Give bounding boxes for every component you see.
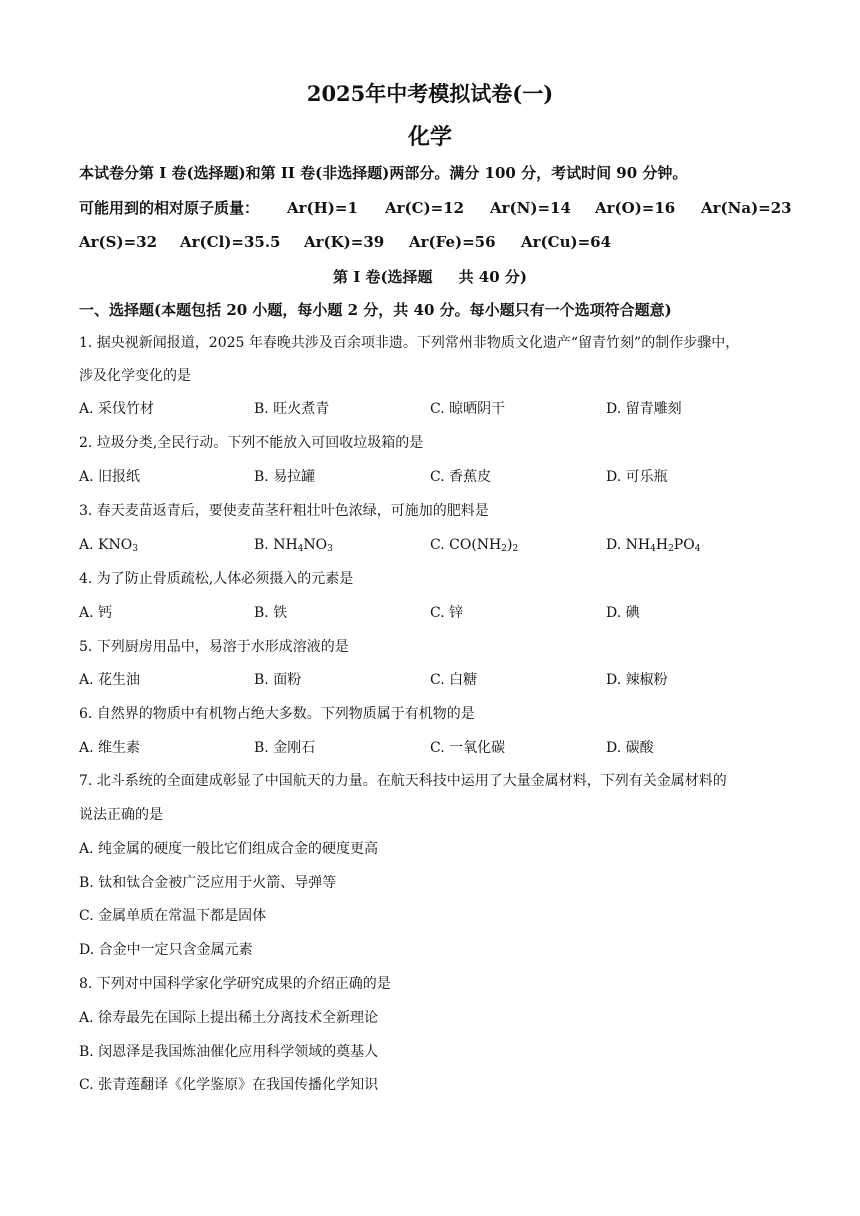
q7-option-c: C. 金属单质在常温下都是固体 (79, 908, 267, 924)
question-6-stem: 6. 自然界的物质中有机物占绝大多数。下列物质属于有机物的是 (79, 706, 475, 722)
subject-title: 化学 (407, 124, 452, 150)
q7-option-a: A. 纯金属的硬度一般比它们组成合金的硬度更高 (79, 841, 379, 857)
question-7-stem: 7. 北斗系统的全面建成彰显了中国航天的力量。在航天科技中运用了大量金属材料，下列有关金属材料的 (79, 773, 727, 789)
q1-option-a: A. 采伐竹材 (79, 401, 155, 417)
q4-option-d: D. 碘 (606, 605, 640, 621)
q2-option-a: A. 旧报纸 (79, 469, 141, 485)
question-8-stem: 8. 下列对中国科学家化学研究成果的介绍正确的是 (79, 976, 391, 992)
atomic-mass-cl: Ar(Cl)=35.5 (180, 233, 281, 251)
atomic-mass-label: 可能用到的相对原子质量： (79, 199, 260, 217)
q2-option-d: D. 可乐瓶 (606, 469, 668, 485)
atomic-mass-fe: Ar(Fe)=56 (409, 233, 496, 251)
atomic-mass-h: Ar(H)=1 (287, 199, 358, 217)
q2-option-c: C. 香蕉皮 (430, 469, 492, 485)
part1-title-b: 共 40 分) (458, 268, 527, 286)
q4-option-a: A. 钙 (79, 605, 113, 621)
q3-option-b: B. $NH_4NO_3$ (254, 537, 333, 554)
part1-title-a: 第 I 卷(选择题 (333, 268, 433, 286)
section-heading: 一、选择题(本题包括 20 小题，每小题 2 分，共 40 分。每小题只有一个选项符合题意) (79, 301, 672, 319)
q1-option-b: B. 旺火煮青 (254, 401, 330, 417)
q3-option-a: A. $KNO_3$ (79, 537, 138, 554)
question-2-stem: 2. 垃圾分类,全民行动。下列不能放入可回收垃圾箱的是 (79, 435, 424, 451)
q6-option-c: C. 一氧化碳 (430, 740, 506, 756)
q8-option-a: A. 徐寿最先在国际上提出稀土分离技术全新理论 (79, 1010, 379, 1026)
exam-title: 2025年中考模拟试卷(一) (306, 81, 554, 106)
question-1-stem: 1. 据央视新闻报道，2025 年春晚共涉及百余项非遗。下列常州非物质文化遗产“留青竹刻”的制作步骤中， (79, 335, 740, 351)
q1-option-d: D. 留青雕刻 (606, 401, 682, 417)
q6-option-a: A. 维生素 (79, 740, 141, 756)
q4-option-c: C. 锌 (430, 605, 464, 621)
question-5-stem: 5. 下列厨房用品中，易溶于水形成溶液的是 (79, 639, 349, 655)
atomic-mass-cu: Ar(Cu)=64 (521, 233, 612, 251)
q5-option-c: C. 白糖 (430, 672, 478, 688)
q7-option-b: B. 钛和钛合金被广泛应用于火箭、导弹等 (79, 875, 337, 891)
exam-instructions: 本试卷分第 I 卷(选择题)和第 II 卷(非选择题)两部分。满分 100 分，考试时间 90 分钟。 (79, 164, 688, 182)
q7-option-d: D. 合金中一定只含金属元素 (79, 942, 253, 958)
q8-option-b: B. 闵恩泽是我国炼油催化应用科学领域的奠基人 (79, 1044, 379, 1060)
atomic-mass-na: Ar(Na)=23 (701, 199, 792, 217)
question-7-stem-cont: 说法正确的是 (79, 807, 163, 823)
question-4-stem: 4. 为了防止骨质疏松,人体必须摄入的元素是 (79, 571, 354, 587)
q3-option-c: C. $CO(NH_2)_2$ (430, 537, 519, 554)
q5-option-b: B. 面粉 (254, 672, 302, 688)
atomic-mass-n: Ar(N)=14 (490, 199, 571, 217)
atomic-mass-k: Ar(K)=39 (304, 233, 385, 251)
q8-option-c: C. 张青莲翻译《化学鉴原》在我国传播化学知识 (79, 1077, 379, 1093)
question-1-stem-cont: 涉及化学变化的是 (79, 368, 191, 384)
atomic-mass-c: Ar(C)=12 (385, 199, 465, 217)
q5-option-a: A. 花生油 (79, 672, 141, 688)
part1-title (0, 266, 860, 287)
question-3-stem: 3. 春天麦苗返青后，要使麦苗茎秆粗壮叶色浓绿，可施加的肥料是 (79, 503, 489, 519)
atomic-mass-o: Ar(O)=16 (595, 199, 676, 217)
q5-option-d: D. 辣椒粉 (606, 672, 668, 688)
q6-option-d: D. 碳酸 (606, 740, 654, 756)
q3-option-d: D. $NH_4H_2PO_4$ (606, 537, 701, 554)
q2-option-b: B. 易拉罐 (254, 469, 316, 485)
q1-option-c: C. 晾晒阴干 (430, 401, 506, 417)
atomic-mass-s: Ar(S)=32 (79, 233, 158, 251)
q6-option-b: B. 金刚石 (254, 740, 316, 756)
q4-option-b: B. 铁 (254, 605, 288, 621)
